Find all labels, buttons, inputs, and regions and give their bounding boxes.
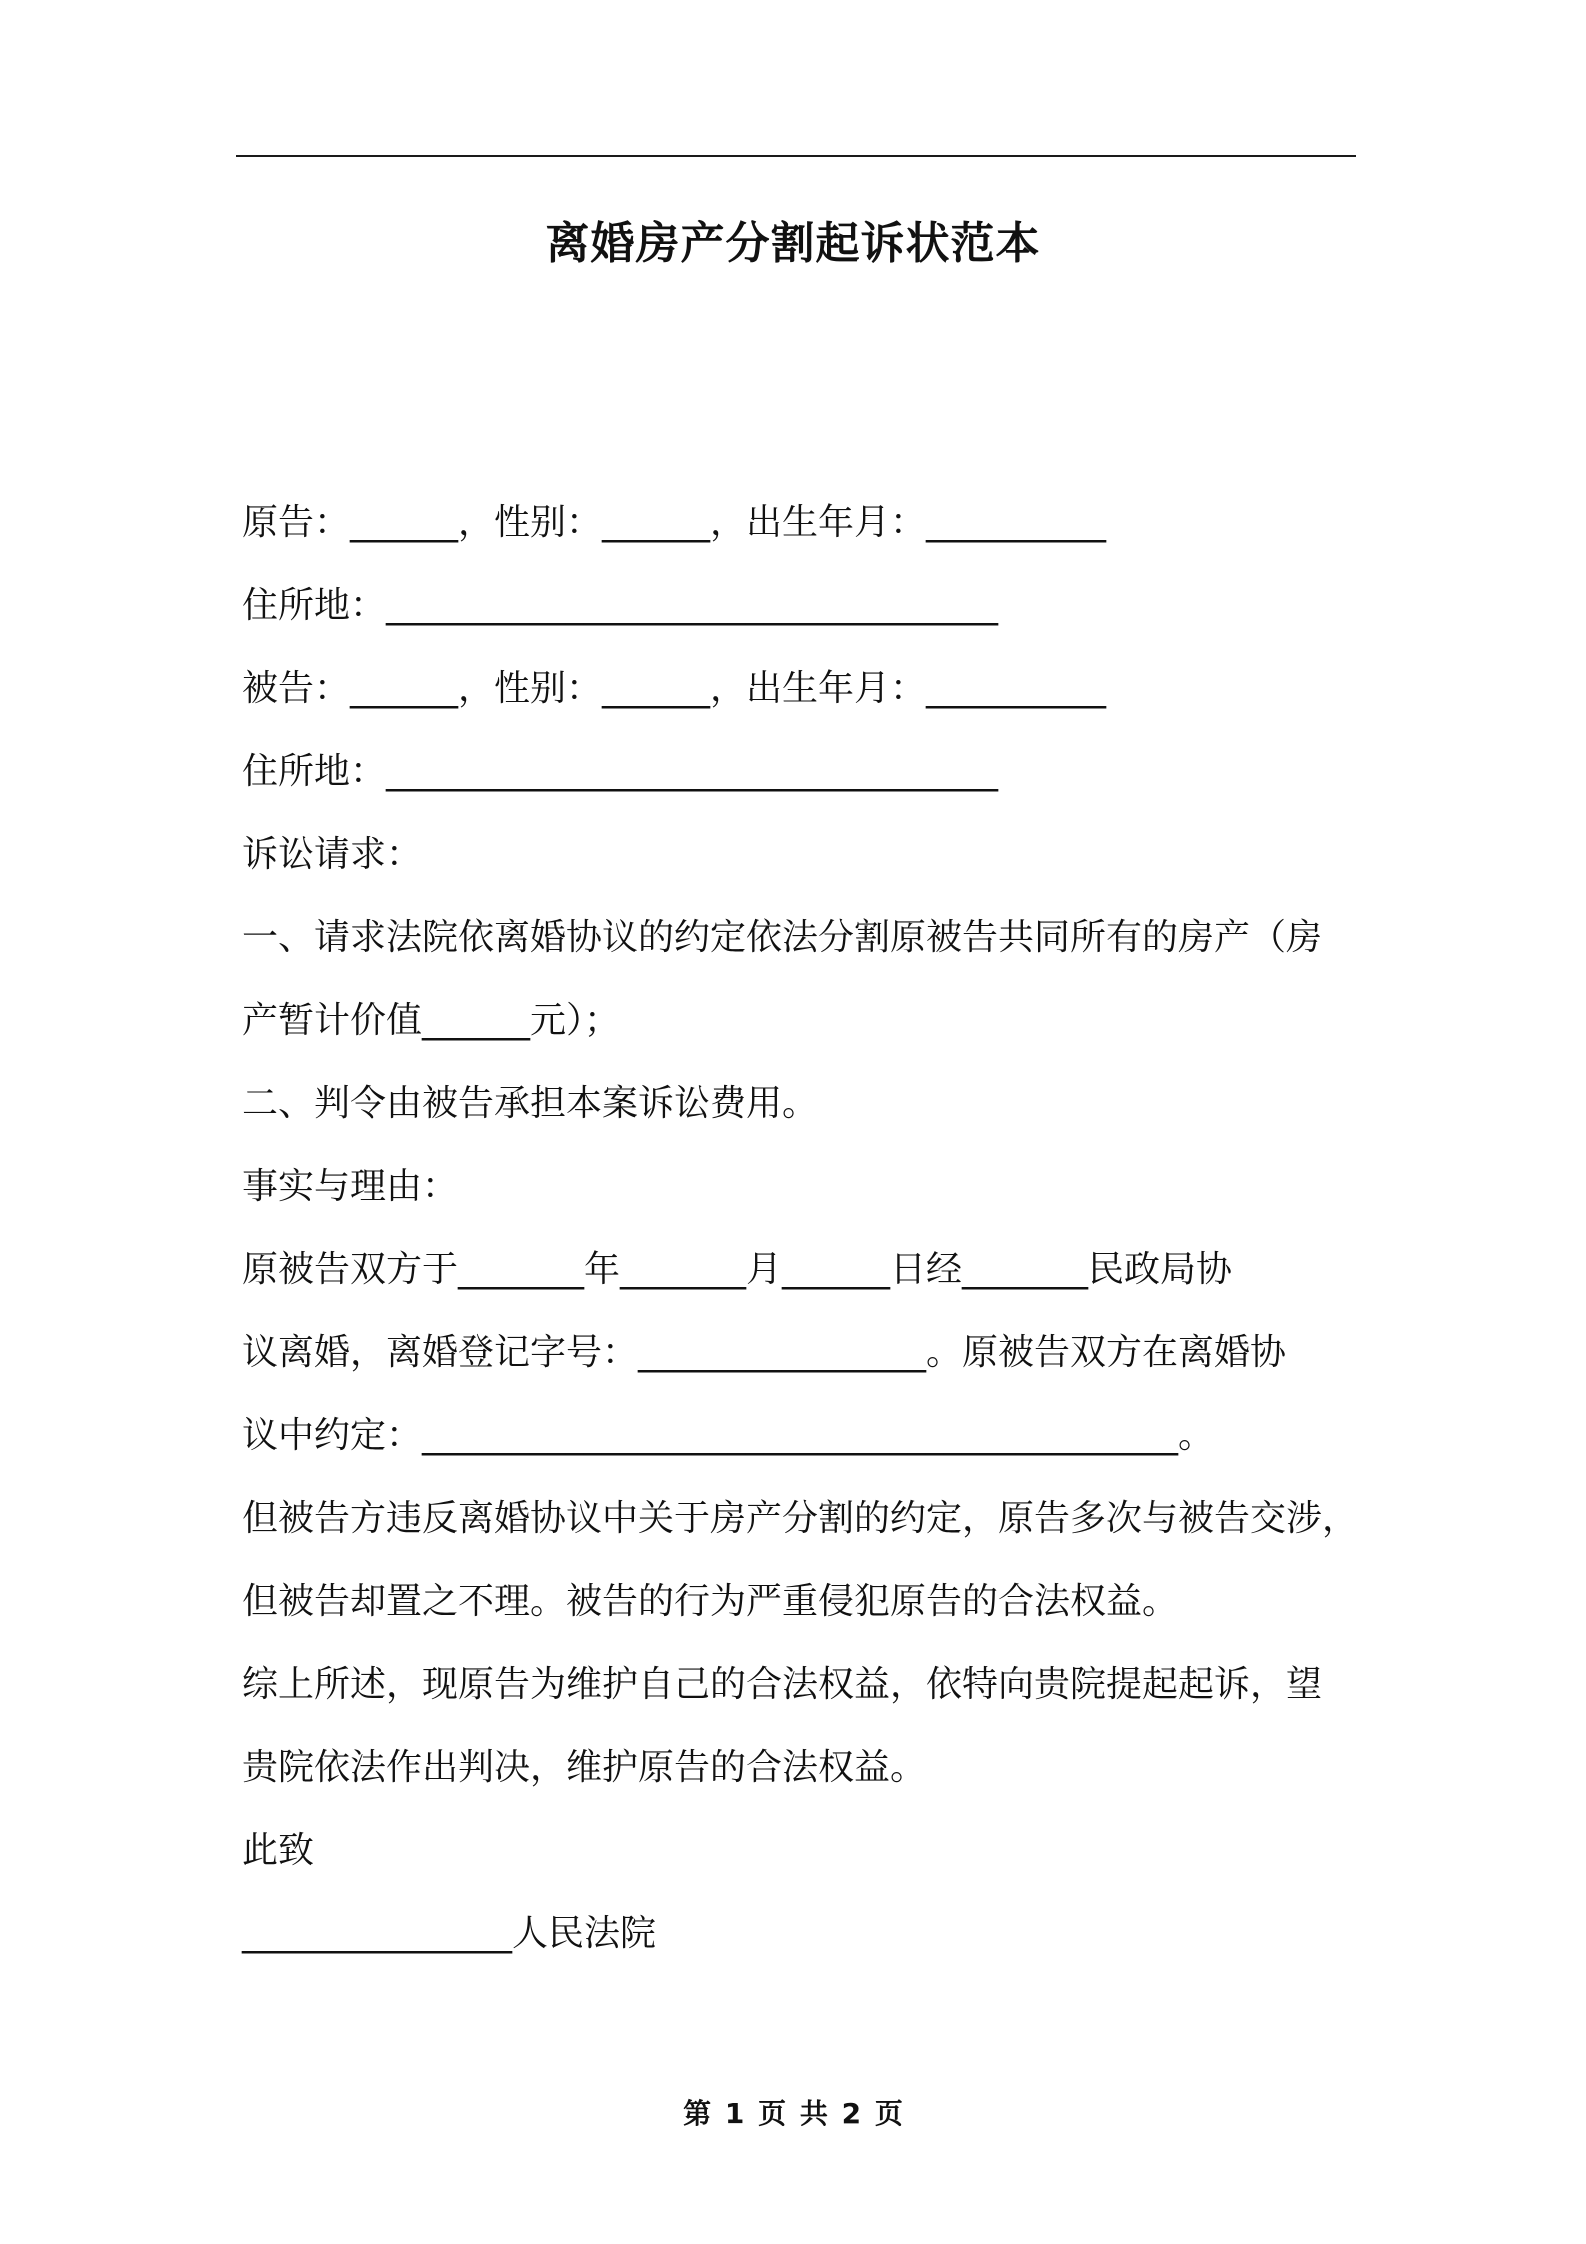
defendant-address-line: 住所地：__________________________________ [242,751,999,792]
plaintiff-address-line: 住所地：__________________________________ [242,585,999,626]
salutation-line: 此致 [242,1830,315,1871]
conclusion-line-2: 贵院依法作出判决，维护原告的合法权益。 [242,1747,927,1788]
facts-heading: 事实与理由： [242,1166,459,1207]
claim-2-line: 二、判令由被告承担本案诉讼费用。 [242,1083,819,1124]
document-body [242,495,1392,1989]
claim-1-line-2: 产暂计价值______元）； [242,1000,621,1041]
plaintiff-info-line: 原告：______，性别：______，出生年月：__________ [242,502,1107,543]
facts-line-1: 原被告双方于_______年_______月______日经_______民政局协 [242,1249,1233,1290]
conclusion-line-1: 综上所述，现原告为维护自己的合法权益，依特向贵院提起起诉，望 [242,1664,1323,1705]
header-divider [236,155,1356,157]
page-title: 离婚房产分割起诉状范本 [545,218,1041,269]
facts-line-5: 但被告却置之不理。被告的行为严重侵犯原告的合法权益。 [242,1581,1179,1622]
court-line: _______________人民法院 [242,1913,657,1954]
defendant-info-line: 被告：______，性别：______，出生年月：__________ [242,668,1107,709]
facts-line-3: 议中约定：__________________________________________。 [242,1415,1215,1456]
facts-line-4: 但被告方违反离婚协议中关于房产分割的约定，原告多次与被告交涉， [242,1498,1359,1539]
claim-1-line-1: 一、请求法院依离婚协议的约定依法分割原被告共同所有的房产（房 [242,917,1323,958]
page-number-footer: 第 1 页 共 2 页 [683,2097,903,2130]
facts-line-2: 议离婚，离婚登记字号：________________。原被告双方在离婚协 [242,1332,1287,1373]
claims-heading: 诉讼请求： [242,834,423,875]
